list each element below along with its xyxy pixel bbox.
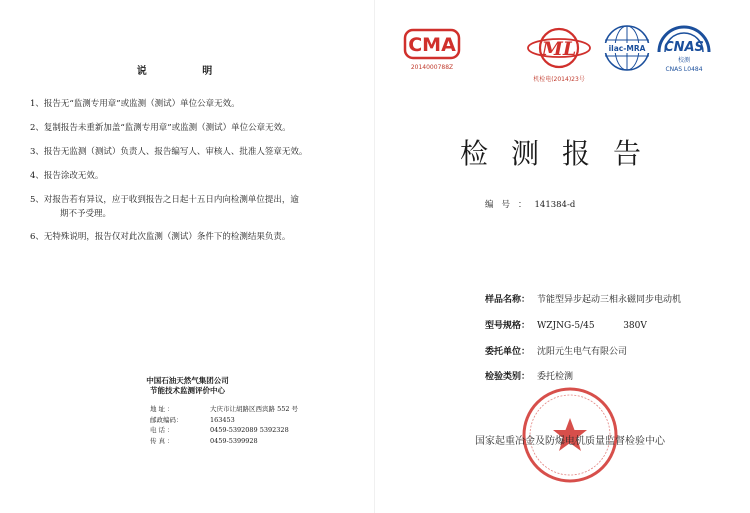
- instruction-item: 6、无特殊说明，报告仅对此次监测（测试）条件下的检测结果负责。: [30, 232, 291, 242]
- ilac-mra-logo: [600, 22, 655, 78]
- field-value: 节能型异步起动三相永磁同步电动机: [537, 295, 682, 305]
- organization-name: [0, 376, 375, 396]
- field-label: 检验类别：: [485, 372, 531, 382]
- contact-value: 大庆市让胡路区西宾路 552 号: [210, 405, 299, 413]
- report-title: 检测报告: [460, 137, 665, 170]
- field-value: WZJNG-5/45 380V: [537, 321, 647, 331]
- field-model-spec: [485, 318, 647, 331]
- instruction-item: 4、报告涂改无效。: [30, 171, 104, 181]
- ilac-globe-icon: [600, 22, 655, 74]
- report-number-label: 编号：: [485, 200, 535, 210]
- ml-logo: [525, 26, 593, 83]
- field-inspection-type: [485, 369, 573, 382]
- contact-label: 传真：: [150, 436, 176, 445]
- field-label: 委托单位：: [485, 347, 531, 357]
- svg-text:CNAS: CNAS: [664, 40, 704, 55]
- cma-number: 2014000788Z: [410, 64, 454, 71]
- svg-text:ilac-MRA: ilac-MRA: [608, 44, 646, 53]
- ml-mark-icon: [525, 26, 593, 70]
- contact-label: 电话：: [150, 426, 176, 434]
- issuing-authority: 国家起重冶金及防爆电机质量监督检验中心: [475, 436, 665, 447]
- contact-value: 0459-5392089 5392328: [210, 426, 289, 434]
- instruction-item-continued: 期不予受理。: [60, 209, 112, 219]
- cnas-logo: [653, 22, 715, 78]
- cma-mark-icon: [403, 28, 461, 60]
- svg-text:校测: 校测: [677, 57, 691, 64]
- field-label: 样品名称：: [485, 295, 531, 305]
- organization-line1: 中国石油天然气集团公司: [146, 376, 229, 385]
- contact-value: 163453: [210, 415, 235, 424]
- contact-label: 邮政编码：: [150, 415, 183, 424]
- svg-text:CMA: CMA: [408, 34, 456, 56]
- report-number-value: 141384-d: [534, 200, 576, 210]
- instruction-item: 1、报告无“监测专用章”或监测（测试）单位公章无效。: [30, 99, 240, 109]
- report-number: [485, 198, 575, 210]
- field-client: [485, 344, 627, 357]
- svg-text:CNAS L0484: CNAS L0484: [665, 66, 703, 73]
- instruction-item: 2、复制报告未重新加盖“监测专用章”或监测（测试）单位公章无效。: [30, 123, 291, 133]
- svg-text:ML: ML: [541, 38, 577, 60]
- organization-line2: 节能技术监测评价中心: [150, 386, 225, 395]
- field-value: 沈阳元生电气有限公司: [537, 347, 628, 357]
- field-label: 型号规格：: [485, 321, 531, 331]
- instruction-item: 5、对报告若有异议，应于收到报告之日起十五日内向检测单位提出，逾: [30, 195, 299, 205]
- cma-logo: [403, 28, 461, 71]
- field-value: 委托检测: [537, 372, 574, 382]
- instructions-title: 说 明: [136, 66, 239, 77]
- ml-caption: 机检电(2014)23号: [533, 76, 585, 83]
- contact-value: 0459-5399928: [210, 436, 258, 445]
- cnas-mark-icon: [653, 22, 715, 74]
- field-sample-name: [485, 292, 681, 305]
- instruction-item: 3、报告无监测（测试）负责人、报告编写人、审核人、批准人签章无效。: [30, 147, 308, 157]
- contact-label: 地址：: [150, 405, 176, 413]
- report-cover-page: [375, 0, 750, 513]
